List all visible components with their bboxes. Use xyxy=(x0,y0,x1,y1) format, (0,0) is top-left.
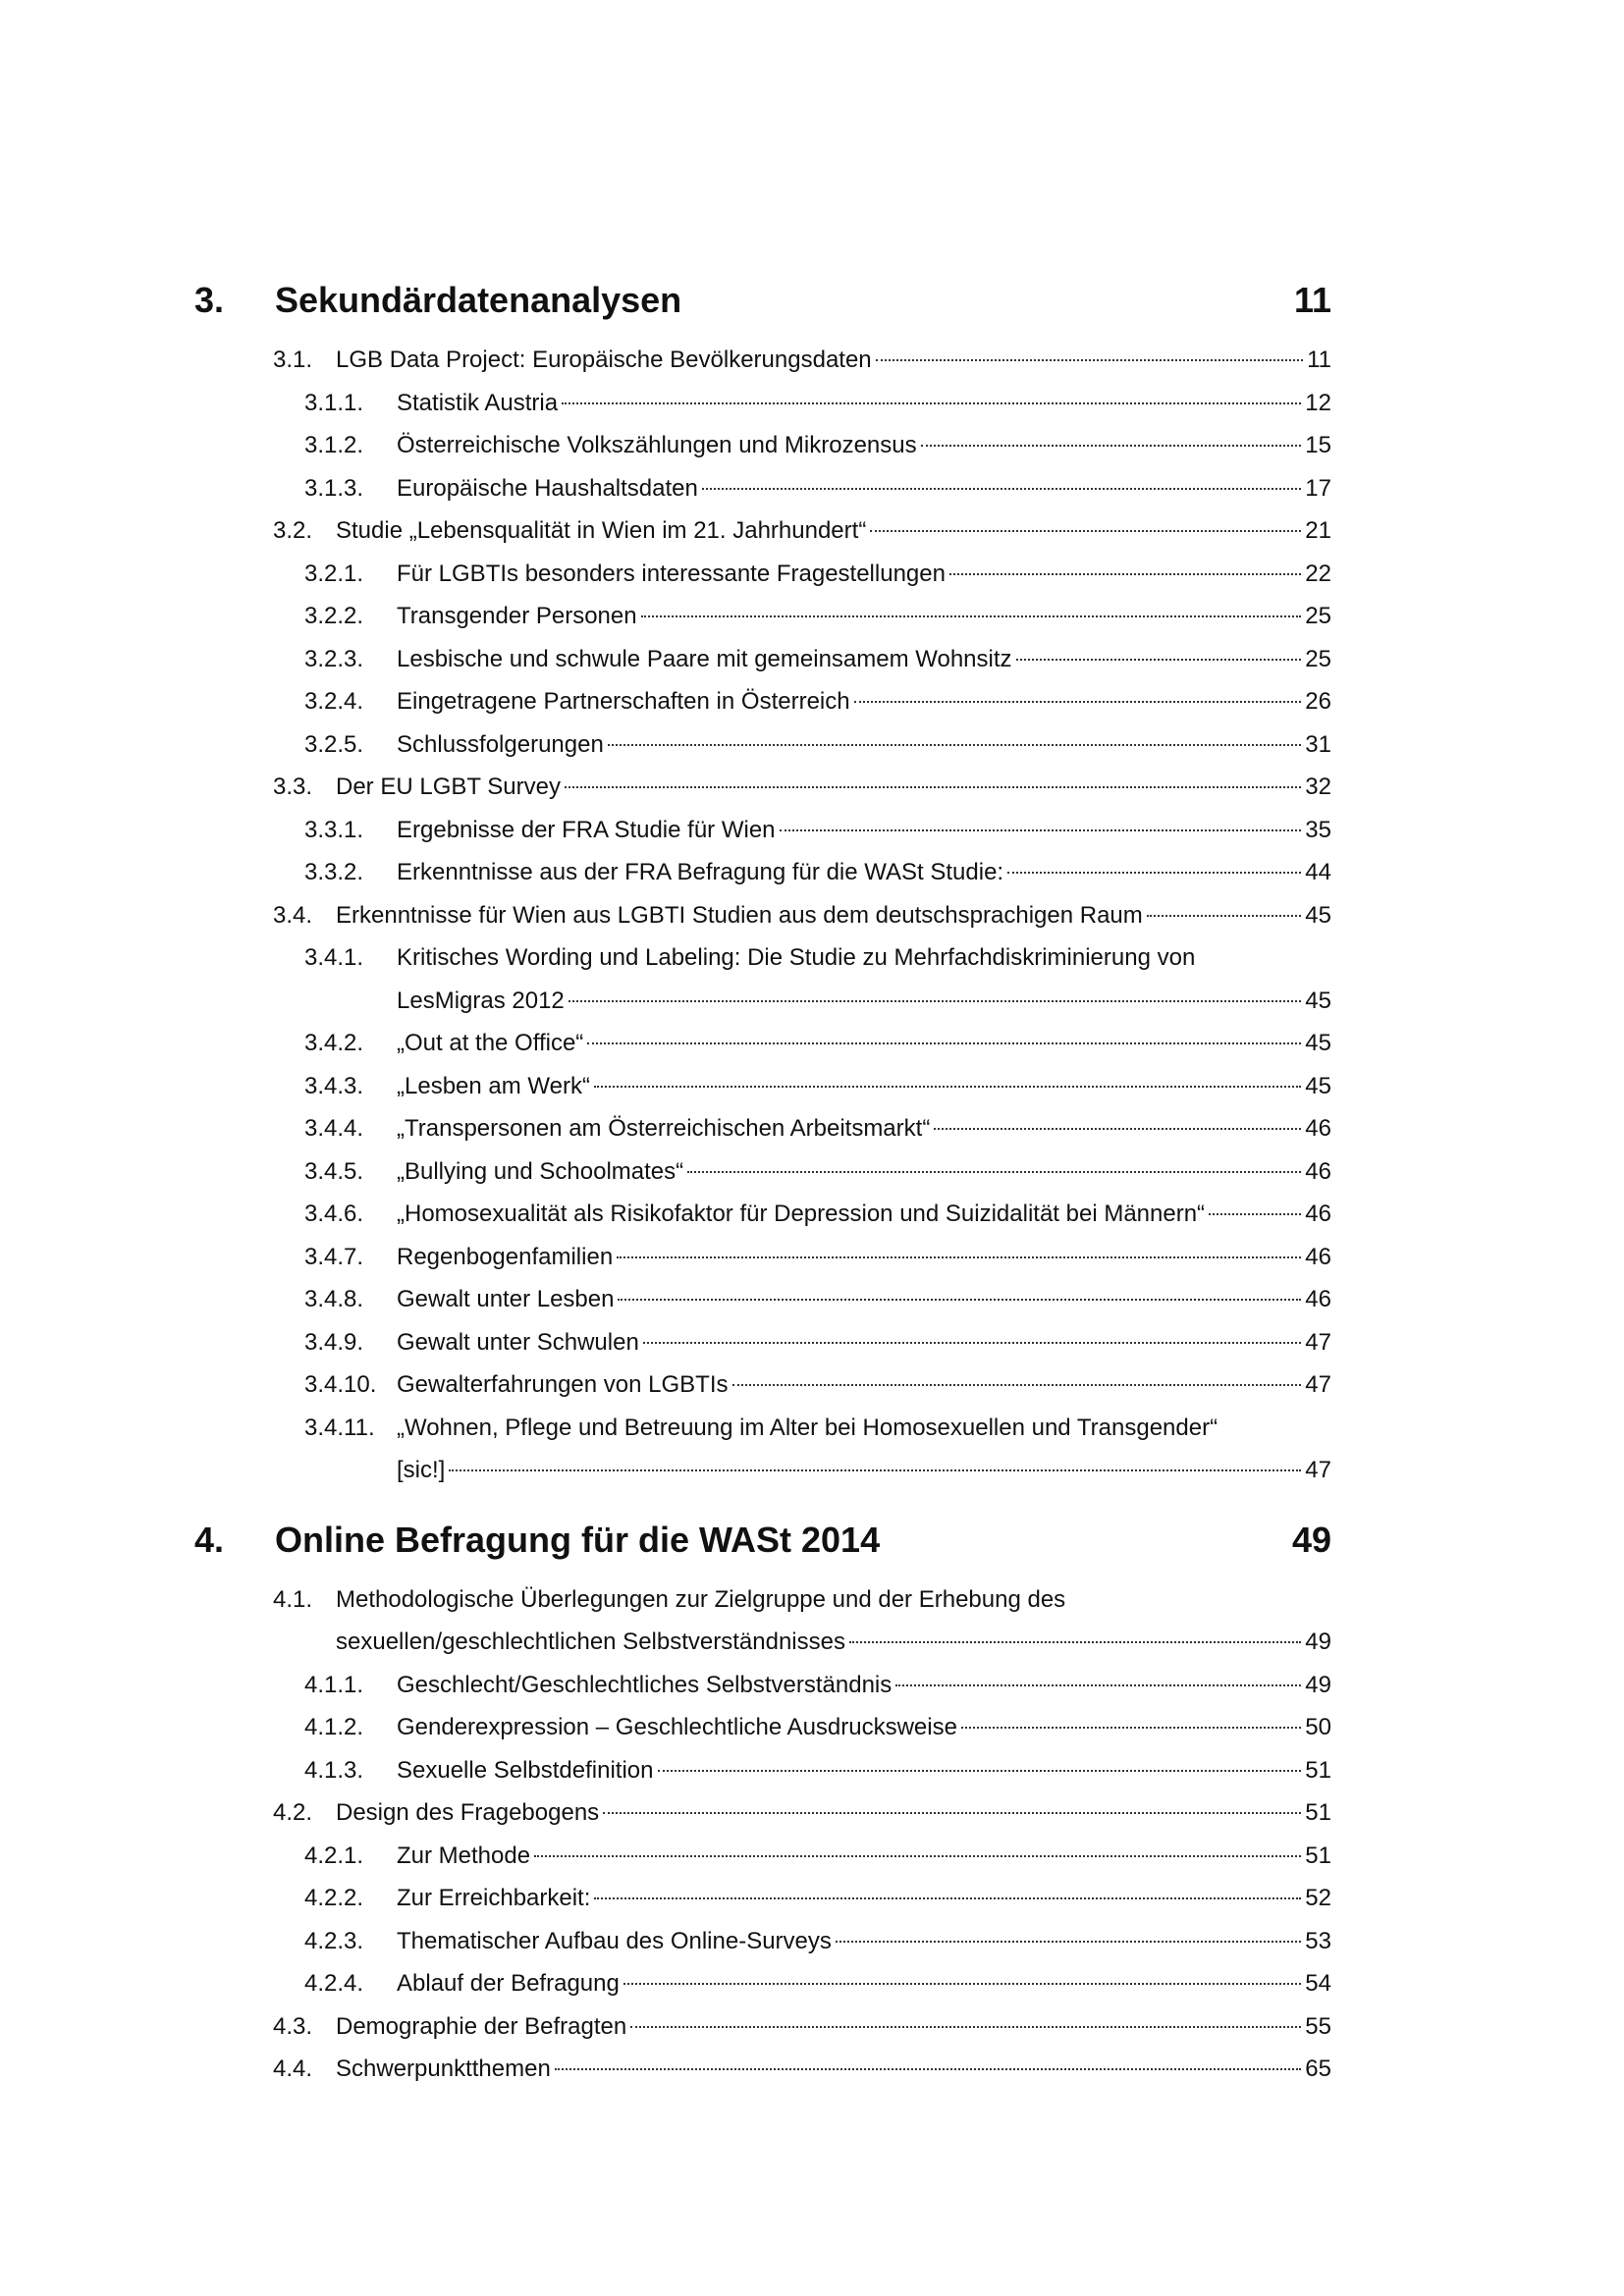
dot-leader xyxy=(687,1171,1301,1173)
toc-entry-page: 46 xyxy=(1305,1286,1331,1312)
toc-entry[interactable] xyxy=(194,1407,1331,1492)
toc-entry-number: 4.1.2. xyxy=(304,1714,364,1740)
toc-entry-page: 50 xyxy=(1305,1714,1331,1740)
toc-entry-title: Ergebnisse der FRA Studie für Wien xyxy=(397,816,776,843)
toc-entry-title: „Lesben am Werk“ xyxy=(397,1072,590,1099)
dot-leader xyxy=(608,744,1301,746)
toc-entry-text xyxy=(397,1877,1305,1920)
toc-entry-page: 46 xyxy=(1305,1115,1331,1142)
toc-entry-number: 4.2.4. xyxy=(304,1970,364,1997)
toc-entry-text xyxy=(336,766,1305,809)
dot-leader xyxy=(658,1770,1302,1772)
toc-chapter-page: 49 xyxy=(1291,1519,1331,1560)
toc-entry-title: Eingetragene Partnerschaften in Österreich xyxy=(397,688,850,715)
dot-leader xyxy=(534,1855,1301,1857)
toc-entry-text xyxy=(397,1321,1305,1364)
toc-entry-page: 52 xyxy=(1305,1885,1331,1911)
toc-entry-number: 4.2.3. xyxy=(304,1927,364,1954)
toc-entry-text xyxy=(397,809,1305,852)
toc-chapter-title: Online Befragung für die WASt 2014 xyxy=(275,1519,881,1560)
toc-entry-number: 4.1.3. xyxy=(304,1756,364,1784)
toc-entry-number: 3.2. xyxy=(273,517,313,544)
toc-entry-text xyxy=(397,1236,1305,1279)
dot-leader xyxy=(1016,659,1302,661)
toc-entry[interactable] xyxy=(194,723,1331,767)
toc-entry[interactable] xyxy=(194,2005,1331,2049)
toc-entry[interactable] xyxy=(194,1278,1331,1321)
toc-entry-number: 3.2.2. xyxy=(304,603,364,629)
toc-entry-text xyxy=(397,1107,1305,1150)
toc-entry[interactable] xyxy=(194,1022,1331,1065)
dot-leader xyxy=(949,573,1301,575)
dot-leader xyxy=(876,359,1303,361)
toc-entry-text xyxy=(336,339,1307,382)
toc-entry-text xyxy=(336,509,1305,553)
toc-entry-page: 51 xyxy=(1305,1799,1331,1826)
toc-entry-text xyxy=(397,467,1305,510)
dot-leader xyxy=(587,1042,1301,1044)
toc-chapter-number: 3. xyxy=(194,280,225,320)
toc-entry-title: Lesbische und schwule Paare mit gemeinsamem Wohnsitz xyxy=(397,645,1012,672)
toc-entry-title: „Out at the Office“ xyxy=(397,1030,584,1056)
toc-entry-text xyxy=(336,1791,1305,1835)
toc-entry[interactable] xyxy=(194,1791,1331,1835)
toc-entry-title: Transgender Personen xyxy=(397,603,637,629)
toc-entry-text xyxy=(336,894,1305,937)
toc-entry-number: 4.2. xyxy=(273,1799,313,1826)
table-of-contents xyxy=(194,280,1331,2091)
toc-entry-text xyxy=(397,1193,1305,1236)
toc-entry-text xyxy=(336,2005,1305,2049)
toc-entry-text xyxy=(397,1363,1305,1407)
toc-entry-page: 32 xyxy=(1305,774,1331,800)
toc-entry[interactable] xyxy=(194,1835,1331,1878)
toc-entry[interactable] xyxy=(194,936,1331,1022)
toc-entry[interactable] xyxy=(194,509,1331,553)
toc-entry-page: 12 xyxy=(1305,389,1331,416)
toc-entry-page: 45 xyxy=(1305,901,1331,929)
dot-leader xyxy=(702,488,1301,490)
dot-leader xyxy=(870,530,1301,532)
toc-entry-title: Zur Erreichbarkeit: xyxy=(397,1885,591,1911)
toc-entry[interactable] xyxy=(194,1150,1331,1194)
toc-entry-title: Sexuelle Selbstdefinition xyxy=(397,1756,654,1784)
dot-leader xyxy=(630,2026,1301,2028)
toc-entry-number: 3.3.1. xyxy=(304,816,364,843)
dot-leader xyxy=(934,1128,1301,1130)
toc-entry-text xyxy=(397,638,1305,681)
toc-entry-text xyxy=(336,1578,1331,1664)
toc-entry-page: 51 xyxy=(1305,1842,1331,1869)
dot-leader xyxy=(603,1812,1301,1814)
toc-entry-text xyxy=(397,1920,1305,1963)
toc-entry-page: 31 xyxy=(1305,730,1331,758)
toc-entry-number: 3.4.1. xyxy=(304,944,364,971)
toc-entry-page: 45 xyxy=(1305,1072,1331,1099)
toc-entry-text xyxy=(397,851,1305,894)
dot-leader xyxy=(1007,872,1301,874)
toc-entry-title: Studie „Lebensqualität in Wien im 21. Jahrhundert“ xyxy=(336,517,867,544)
toc-entry[interactable] xyxy=(194,1877,1331,1920)
toc-entry-page: 53 xyxy=(1305,1927,1331,1954)
toc-entry[interactable] xyxy=(194,1193,1331,1236)
dot-leader xyxy=(618,1299,1301,1301)
dot-leader xyxy=(641,615,1302,617)
toc-entry-title-continued: [sic!] xyxy=(397,1457,446,1483)
toc-entry-title: Erkenntnisse aus der FRA Befragung für die WASt Studie: xyxy=(397,859,1004,885)
toc-entry[interactable] xyxy=(194,638,1331,681)
toc-entry[interactable] xyxy=(194,851,1331,894)
toc-entry-title: Gewalterfahrungen von LGBTIs xyxy=(397,1371,729,1398)
toc-entry[interactable] xyxy=(194,1363,1331,1407)
toc-entry-text xyxy=(336,2048,1305,2091)
toc-entry-number: 3.2.1. xyxy=(304,560,364,587)
toc-entry-title: „Homosexualität als Risikofaktor für Depression und Suizidalität bei Männern“ xyxy=(397,1201,1206,1227)
toc-chapter-title: Sekundärdatenanalysen xyxy=(275,280,682,320)
toc-entry-number: 3.1. xyxy=(273,347,313,373)
toc-entry[interactable] xyxy=(194,424,1331,467)
toc-entry-page: 17 xyxy=(1305,474,1331,502)
toc-entry[interactable] xyxy=(194,553,1331,596)
toc-entry-number: 4.2.2. xyxy=(304,1885,364,1911)
dot-leader xyxy=(568,1000,1302,1002)
toc-entry[interactable] xyxy=(194,339,1331,382)
toc-entry-text xyxy=(397,1664,1305,1707)
toc-entry-number: 4.1.1. xyxy=(304,1671,364,1698)
toc-entry-page: 25 xyxy=(1305,603,1331,629)
toc-entry-title: Erkenntnisse für Wien aus LGBTI Studien aus dem deutschsprachigen Raum xyxy=(336,901,1143,929)
dot-leader xyxy=(961,1727,1301,1729)
toc-entry-page: 55 xyxy=(1305,2012,1331,2040)
toc-entry-page: 47 xyxy=(1305,1457,1331,1483)
toc-entry-page: 46 xyxy=(1305,1157,1331,1185)
toc-entry-page: 44 xyxy=(1305,859,1331,885)
dot-leader xyxy=(594,1086,1301,1088)
toc-entry-page: 45 xyxy=(1305,1030,1331,1056)
toc-entry-title: Regenbogenfamilien xyxy=(397,1243,614,1270)
toc-entry-title-continued: LesMigras 2012 xyxy=(397,987,565,1014)
toc-entry-text xyxy=(397,680,1305,723)
toc-entry[interactable] xyxy=(194,2048,1331,2091)
toc-entry[interactable] xyxy=(194,894,1331,937)
dot-leader xyxy=(594,1897,1301,1899)
toc-entry-title: Methodologische Überlegungen zur Zielgruppe und der Erhebung des xyxy=(336,1585,1066,1613)
toc-entry[interactable] xyxy=(194,1578,1331,1664)
toc-entry-number: 3.1.1. xyxy=(304,389,364,416)
toc-entry-page: 49 xyxy=(1305,1671,1331,1698)
toc-entry-number: 3.1.3. xyxy=(304,474,364,502)
toc-entry-title: „Transpersonen am Österreichischen Arbeitsmarkt“ xyxy=(397,1115,931,1142)
toc-entry-title: LGB Data Project: Europäische Bevölkerungsdaten xyxy=(336,347,872,373)
toc-entry-page: 46 xyxy=(1305,1201,1331,1227)
toc-entry[interactable] xyxy=(194,809,1331,852)
toc-entry[interactable] xyxy=(194,1236,1331,1279)
toc-entry-number: 3.4.10. xyxy=(304,1371,377,1398)
dot-leader xyxy=(623,1983,1301,1985)
toc-entry[interactable] xyxy=(194,1962,1331,2005)
toc-entry-title: Genderexpression – Geschlechtliche Ausdrucksweise xyxy=(397,1714,957,1740)
toc-entry-number: 4.4. xyxy=(273,2056,313,2082)
toc-entry-number: 3.3. xyxy=(273,774,313,800)
dot-leader xyxy=(854,701,1302,703)
toc-entry-title: Österreichische Volkszählungen und Mikrozensus xyxy=(397,432,917,458)
toc-entry-title: Statistik Austria xyxy=(397,389,559,416)
toc-entry-title: Demographie der Befragten xyxy=(336,2012,627,2040)
toc-entry-page: 26 xyxy=(1305,688,1331,715)
toc-entry-number: 3.1.2. xyxy=(304,432,364,458)
toc-entry-text xyxy=(397,1022,1305,1065)
toc-chapter-heading[interactable] xyxy=(194,280,1331,339)
toc-entry-page: 15 xyxy=(1305,432,1331,458)
dot-leader xyxy=(921,445,1302,447)
toc-entry-page: 51 xyxy=(1305,1756,1331,1784)
toc-entry-text xyxy=(397,1278,1305,1321)
toc-entry-title: Schwerpunktthemen xyxy=(336,2056,551,2082)
toc-entry-page: 65 xyxy=(1305,2056,1331,2082)
toc-entry-number: 3.4.4. xyxy=(304,1115,364,1142)
toc-entry[interactable] xyxy=(194,1920,1331,1963)
toc-entry-page: 25 xyxy=(1305,645,1331,672)
toc-entry-number: 3.2.5. xyxy=(304,730,364,758)
toc-entry[interactable] xyxy=(194,1706,1331,1749)
toc-entry-text xyxy=(397,595,1305,638)
toc-entry-text xyxy=(397,382,1305,425)
toc-entry-title: Gewalt unter Schwulen xyxy=(397,1328,639,1356)
dot-leader xyxy=(1209,1213,1301,1215)
toc-entry-number: 3.4.2. xyxy=(304,1030,364,1056)
dot-leader xyxy=(449,1469,1301,1471)
toc-entry[interactable] xyxy=(194,1749,1331,1792)
toc-entry-text xyxy=(397,1706,1305,1749)
toc-entry[interactable] xyxy=(194,595,1331,638)
toc-entry-number: 3.4.5. xyxy=(304,1157,364,1185)
toc-entry-number: 3.4.6. xyxy=(304,1201,364,1227)
toc-entry-title: Geschlecht/Geschlechtliches Selbstverständnis xyxy=(397,1671,893,1698)
toc-entry-text xyxy=(397,723,1305,767)
dot-leader xyxy=(643,1342,1302,1344)
toc-entry-text xyxy=(397,1150,1305,1194)
toc-entry-page: 49 xyxy=(1305,1629,1331,1655)
toc-entry-number: 3.2.3. xyxy=(304,645,364,672)
toc-entry[interactable] xyxy=(194,766,1331,809)
toc-entry[interactable] xyxy=(194,467,1331,510)
toc-entry[interactable] xyxy=(194,382,1331,425)
toc-entry-page: 47 xyxy=(1305,1371,1331,1398)
toc-entry-title: Ablauf der Befragung xyxy=(397,1970,620,1997)
toc-entry-number: 3.4.7. xyxy=(304,1243,364,1270)
toc-entry-number: 3.4.8. xyxy=(304,1286,364,1312)
toc-entry-title: Europäische Haushaltsdaten xyxy=(397,474,698,502)
toc-entry-title: Zur Methode xyxy=(397,1842,531,1869)
toc-entry-number: 3.4.3. xyxy=(304,1072,364,1099)
dot-leader xyxy=(836,1941,1301,1943)
toc-entry-text xyxy=(397,553,1305,596)
toc-entry-title-continued: sexuellen/geschlechtlichen Selbstverständnisses xyxy=(336,1629,845,1655)
toc-entry-title: Gewalt unter Lesben xyxy=(397,1286,615,1312)
toc-entry-number: 3.3.2. xyxy=(304,859,364,885)
toc-entry-title: Design des Fragebogens xyxy=(336,1799,600,1826)
toc-entry-text xyxy=(397,1835,1305,1878)
toc-entry-page: 54 xyxy=(1305,1970,1331,1997)
toc-entry-number: 3.4. xyxy=(273,901,313,929)
toc-entry-page: 22 xyxy=(1305,560,1331,587)
toc-entry[interactable] xyxy=(194,1065,1331,1108)
toc-entry-text xyxy=(397,936,1331,1022)
toc-entry-title: Für LGBTIs besonders interessante Fragestellungen xyxy=(397,560,946,587)
toc-entry-page: 11 xyxy=(1307,347,1331,373)
toc-entry-number: 3.4.11. xyxy=(304,1414,375,1441)
toc-entry-text xyxy=(397,1407,1331,1492)
dot-leader xyxy=(849,1641,1301,1643)
toc-entry-number: 4.1. xyxy=(273,1585,313,1613)
toc-entry[interactable] xyxy=(194,1321,1331,1364)
dot-leader xyxy=(565,786,1301,788)
toc-chapter-page: 11 xyxy=(1293,280,1331,320)
toc-entry-text xyxy=(397,424,1305,467)
toc-entry-number: 4.2.1. xyxy=(304,1842,364,1869)
dot-leader xyxy=(732,1384,1302,1386)
toc-entry-page: 47 xyxy=(1305,1328,1331,1356)
toc-entry-text xyxy=(397,1962,1305,2005)
toc-entry-title: Kritisches Wording und Labeling: Die Studie zu Mehrfachdiskriminierung von xyxy=(397,944,1196,971)
toc-entry-page: 45 xyxy=(1305,987,1331,1014)
toc-entry-title: „Wohnen, Pflege und Betreuung im Alter bei Homosexuellen und Transgender“ xyxy=(397,1414,1218,1441)
toc-entry-page: 46 xyxy=(1305,1243,1331,1270)
toc-entry-page: 35 xyxy=(1305,816,1331,843)
dot-leader xyxy=(895,1684,1301,1686)
dot-leader xyxy=(1147,915,1302,917)
dot-leader xyxy=(562,402,1301,404)
toc-entry-title: „Bullying und Schoolmates“ xyxy=(397,1157,684,1185)
toc-entry-text xyxy=(397,1065,1305,1108)
toc-entry-title: Schlussfolgerungen xyxy=(397,730,604,758)
dot-leader xyxy=(780,829,1302,831)
toc-chapter-heading[interactable] xyxy=(194,1520,1331,1578)
toc-entry-number: 4.3. xyxy=(273,2012,313,2040)
toc-entry[interactable] xyxy=(194,1107,1331,1150)
toc-entry-page: 21 xyxy=(1305,517,1331,544)
toc-entry-number: 3.4.9. xyxy=(304,1328,364,1356)
toc-entry-title: Thematischer Aufbau des Online-Surveys xyxy=(397,1927,832,1954)
dot-leader xyxy=(555,2068,1302,2070)
dot-leader xyxy=(617,1256,1301,1258)
toc-entry-title: Der EU LGBT Survey xyxy=(336,774,561,800)
toc-entry-text xyxy=(397,1749,1305,1792)
toc-entry[interactable] xyxy=(194,680,1331,723)
toc-entry[interactable] xyxy=(194,1664,1331,1707)
toc-chapter-number: 4. xyxy=(194,1519,225,1560)
toc-entry-number: 3.2.4. xyxy=(304,688,364,715)
